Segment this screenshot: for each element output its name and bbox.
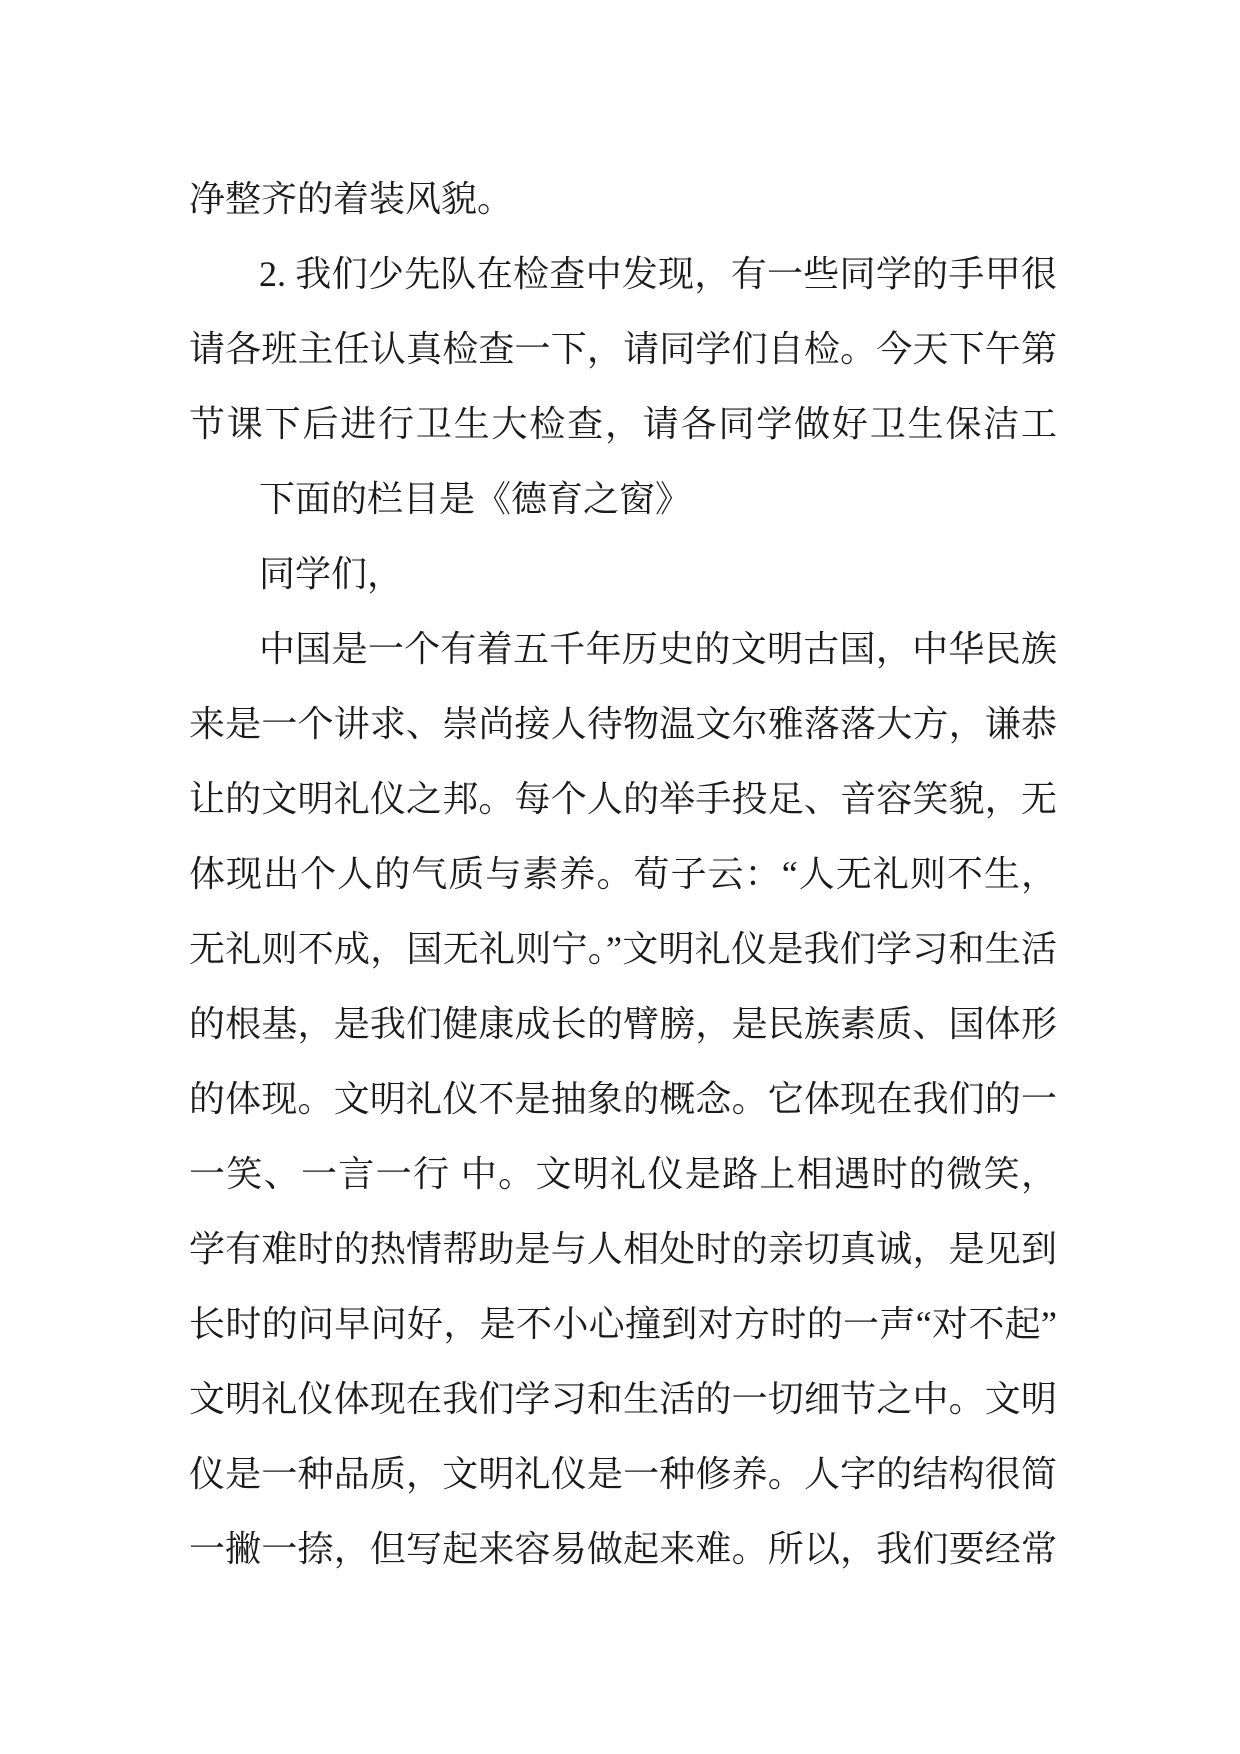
- paragraph-main: [189, 612, 1057, 1587]
- text-line: 的体现。文明礼仪不是抽象的概念。它体现在我们的一: [189, 1079, 1057, 1119]
- paragraph-continued: [189, 162, 1057, 237]
- text-line: 中国是一个有着五千年历史的文明古国，中华民族: [259, 629, 1057, 669]
- paragraph-greeting: [189, 537, 1057, 612]
- text-line: 让的文明礼仪之邦。每个人的举手投足、音容笑貌，无: [189, 779, 1057, 819]
- text-line: 来是一个讲求、崇尚接人待物温文尔雅落落大方，谦恭: [189, 704, 1057, 744]
- text-line: 下面的栏目是《德育之窗》: [259, 479, 692, 519]
- text-line: 一笑、一言一行 中。文明礼仪是路上相遇时的微笑，: [189, 1154, 1057, 1194]
- text-line: 无礼则不成，国无礼则宁。”文明礼仪是我们学习和生活: [189, 929, 1057, 969]
- paragraph-section-intro: [189, 462, 1057, 537]
- text-line: 请各班主任认真检查一下，请同学们自检。今天下午第: [189, 329, 1057, 369]
- text-line: 文明礼仪体现在我们学习和生活的一切细节之中。文明: [189, 1379, 1057, 1419]
- text-line: 长时的问早问好，是不小心撞到对方时的一声“对不起”: [189, 1304, 1057, 1344]
- paragraph-item-2: [189, 237, 1057, 462]
- text-line: 一撇一捺，但写起来容易做起来难。所以，我们要经常: [189, 1529, 1057, 1569]
- text-line: 净整齐的着装风貌。: [189, 179, 514, 219]
- text-line: 学有难时的热情帮助是与人相处时的亲切真诚，是见到: [189, 1229, 1057, 1269]
- text-line: 2. 我们少先队在检查中发现，有一些同学的手甲很: [259, 254, 1057, 294]
- text-line: 节课下后进行卫生大检查，请各同学做好卫生保洁工: [189, 404, 1057, 444]
- text-line: 体现出个人的气质与素养。荀子云：“人无礼则不生，: [189, 854, 1057, 894]
- text-line: 同学们，: [259, 554, 404, 594]
- text-line: 仪是一种品质，文明礼仪是一种修养。人字的结构很简: [189, 1454, 1057, 1494]
- text-line: 的根基，是我们健康成长的臂膀，是民族素质、国体形: [189, 1004, 1057, 1044]
- document-body: [189, 162, 1057, 1587]
